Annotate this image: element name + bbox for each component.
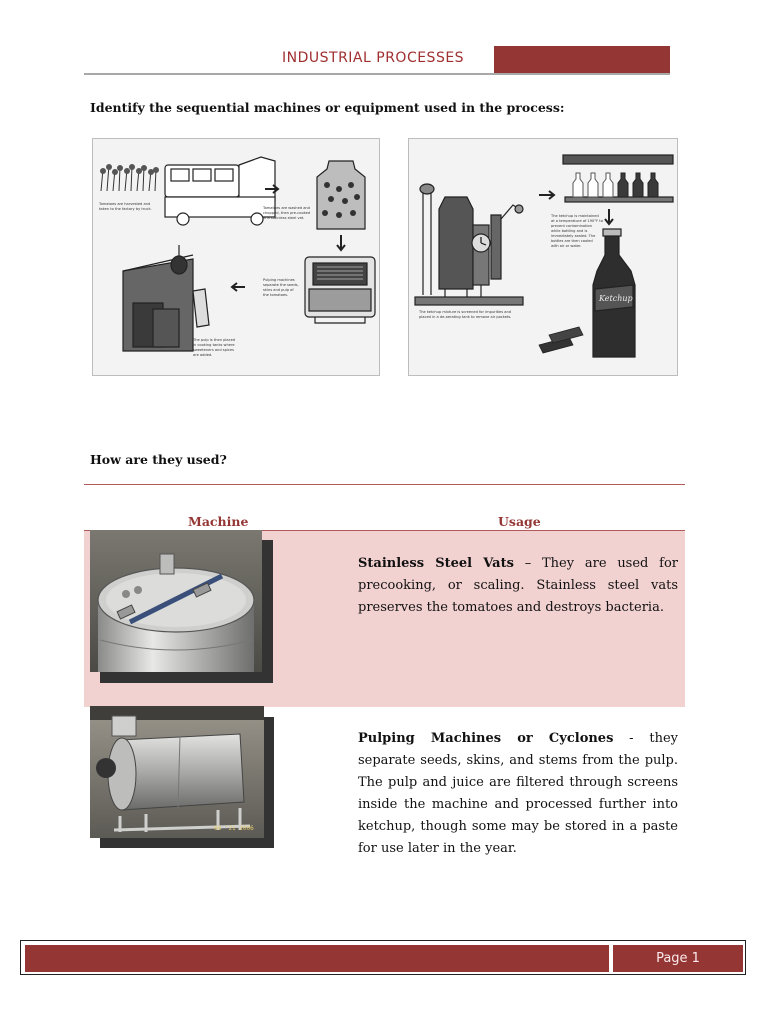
svg-text:bottles are then cooled: bottles are then cooled: [551, 239, 593, 243]
svg-text:The pulp is then placed: The pulp is then placed: [193, 338, 236, 342]
table-top-rule: [84, 484, 685, 485]
usage-heading: How are they used?: [90, 452, 227, 467]
svg-text:with air or water.: with air or water.: [551, 244, 582, 248]
row2-usage-text: [358, 728, 678, 860]
svg-text:The ketchup is maintained: The ketchup is maintained: [551, 214, 599, 218]
photo-date-stamp: 06 '21 2006: [214, 825, 254, 832]
svg-text:the tomatoes.: the tomatoes.: [263, 293, 289, 297]
column-header-machine: Machine: [188, 514, 249, 529]
row2-machine-name: Pulping Machines or Cyclones: [358, 731, 614, 746]
svg-text:Tomatoes are washed and: Tomatoes are washed and: [263, 206, 310, 210]
svg-text:The ketchup mixture is screene: The ketchup mixture is screened for impurities and: [419, 310, 512, 314]
svg-text:placed in a de-aerating tank t: placed in a de-aerating tank to remove air pockets.: [419, 315, 512, 319]
header-rule: [84, 73, 670, 75]
svg-text:in cooking tanks where: in cooking tanks where: [193, 343, 235, 347]
svg-text:prevent contamination: prevent contamination: [551, 224, 592, 228]
svg-text:Pulping machines: Pulping machines: [263, 278, 295, 282]
process-figure-2: [408, 138, 678, 376]
svg-text:sweeteners and spices: sweeteners and spices: [193, 348, 234, 352]
svg-text:at a temperature of 190°F to: at a temperature of 190°F to: [551, 219, 603, 223]
svg-text:skins and pulp of: skins and pulp of: [263, 288, 294, 292]
pulping-machine-photo: [90, 706, 264, 838]
svg-text:are added.: are added.: [193, 353, 213, 357]
stainless-steel-vat-photo: [90, 530, 262, 672]
column-header-usage: Usage: [498, 514, 541, 529]
row1-usage-text: [358, 553, 678, 619]
header-accent-bar: [494, 46, 670, 74]
svg-text:chopped, then pre-cooked: chopped, then pre-cooked: [263, 211, 311, 215]
row2-description: - they separate seeds, skins, and stems from the pulp. The pulp and juice are filtered through screens inside the machine and processed further into ketchup, though some may be stored in a paste for use later in the year.: [358, 731, 678, 856]
row1-description: – They are used for precooking, or scaling. Stainless steel vats preserves the tomatoes and destroys bacteria.: [358, 556, 679, 615]
svg-text:separate the seeds,: separate the seeds,: [263, 283, 299, 287]
svg-text:Tomatoes are harvested and: Tomatoes are harvested and: [99, 202, 151, 206]
row1-machine-name: Stainless Steel Vats: [358, 556, 514, 571]
process-figure-1: [92, 138, 380, 376]
header-title: INDUSTRIAL PROCESSES: [282, 50, 465, 66]
question-heading: Identify the sequential machines or equipment used in the process:: [90, 100, 565, 115]
footer-bar: [25, 945, 609, 972]
svg-text:in a stainless steel vat.: in a stainless steel vat.: [263, 216, 305, 220]
bottle-label: Ketchup: [599, 294, 633, 303]
page-number: Page 1: [656, 951, 700, 966]
svg-text:taken to the factory by truck.: taken to the factory by truck.: [99, 207, 152, 211]
svg-text:immediately sealed. The: immediately sealed. The: [551, 234, 596, 238]
svg-text:while bottling and is: while bottling and is: [551, 229, 588, 233]
